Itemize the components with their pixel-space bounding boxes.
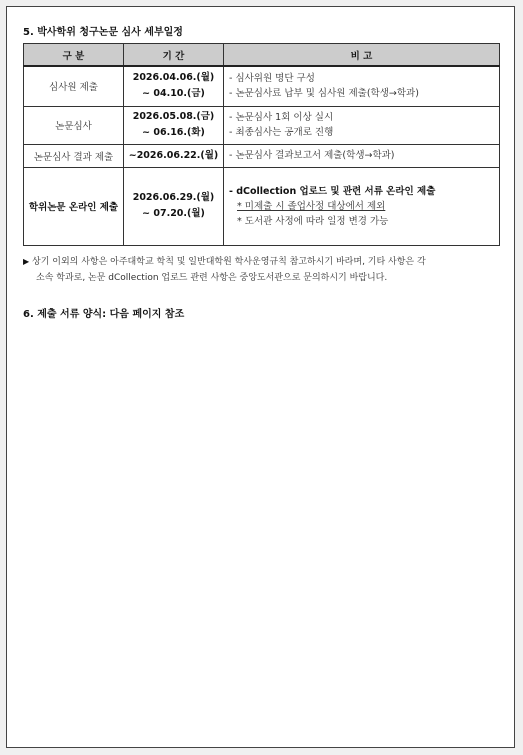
note-line: * 미제출 시 졸업사정 대상에서 제외 bbox=[237, 200, 386, 212]
note-line: - 논문심사료 납부 및 심사원 제출(학생→학과) bbox=[229, 88, 419, 100]
row-category: 논문심사 bbox=[24, 106, 124, 144]
note-line: - 논문심사 결과보고서 제출(학생→학과) bbox=[229, 150, 395, 161]
row-period bbox=[124, 66, 224, 106]
row-notes bbox=[224, 106, 500, 144]
footnote-text-1: 상기 이외의 사항은 아주대학교 학칙 및 일반대학원 학사운영규칙 참고하시기 바라며, 기타 사항은 각 bbox=[32, 257, 426, 267]
period-start: 2026.06.29.(월) bbox=[132, 192, 215, 203]
table-row bbox=[24, 66, 500, 106]
row-category: 학위논문 온라인 제출 bbox=[24, 167, 124, 245]
footnote-line-1 bbox=[23, 254, 499, 270]
header-period: 기 간 bbox=[124, 44, 224, 67]
section-5-title: 5. 박사학위 청구논문 심사 세부일정 bbox=[23, 27, 183, 38]
row-notes bbox=[224, 167, 500, 245]
period-start: ~2026.06.22.(월) bbox=[128, 149, 219, 161]
period-end: ~ 04.10.(금) bbox=[142, 88, 205, 100]
row-period bbox=[124, 144, 224, 167]
note-line: - 심사위원 명단 구성 bbox=[229, 73, 315, 85]
period-start: 2026.05.08.(금) bbox=[132, 111, 215, 122]
table-row bbox=[24, 144, 500, 167]
row-category: 논문심사 결과 제출 bbox=[24, 144, 124, 167]
note-line: - dCollection 업로드 및 관련 서류 온라인 제출 bbox=[229, 185, 436, 197]
table-row bbox=[24, 106, 500, 144]
row-notes bbox=[224, 66, 500, 106]
table-header-row bbox=[24, 44, 500, 67]
row-category: 심사원 제출 bbox=[24, 66, 124, 106]
note-line: * 도서관 사정에 따라 일정 변경 가능 bbox=[237, 215, 389, 227]
triangle-right-icon: ▶ bbox=[23, 257, 30, 266]
period-end: ~ 06.16.(화) bbox=[142, 127, 205, 138]
table-row bbox=[24, 167, 500, 245]
period-start: 2026.04.06.(월) bbox=[132, 72, 215, 84]
section-6-title: 6. 제출 서류 양식: 다음 페이지 참조 bbox=[23, 309, 185, 320]
footnote bbox=[23, 254, 499, 286]
footnote-text-2: 소속 학과로, 논문 dCollection 업로드 관련 사항은 중앙도서관으로 문의하시기 바랍니다. bbox=[36, 273, 388, 283]
row-period bbox=[124, 106, 224, 144]
note-line: - 논문심사 1회 이상 실시 bbox=[229, 112, 334, 123]
row-period bbox=[124, 167, 224, 245]
row-notes bbox=[224, 144, 500, 167]
document-page bbox=[6, 6, 515, 748]
note-line: - 최종심사는 공개로 진행 bbox=[229, 127, 334, 138]
period-end: ~ 07.20.(월) bbox=[142, 208, 205, 219]
header-notes: 비 고 bbox=[224, 44, 500, 67]
header-category: 구 분 bbox=[24, 44, 124, 67]
schedule-table bbox=[23, 43, 500, 246]
